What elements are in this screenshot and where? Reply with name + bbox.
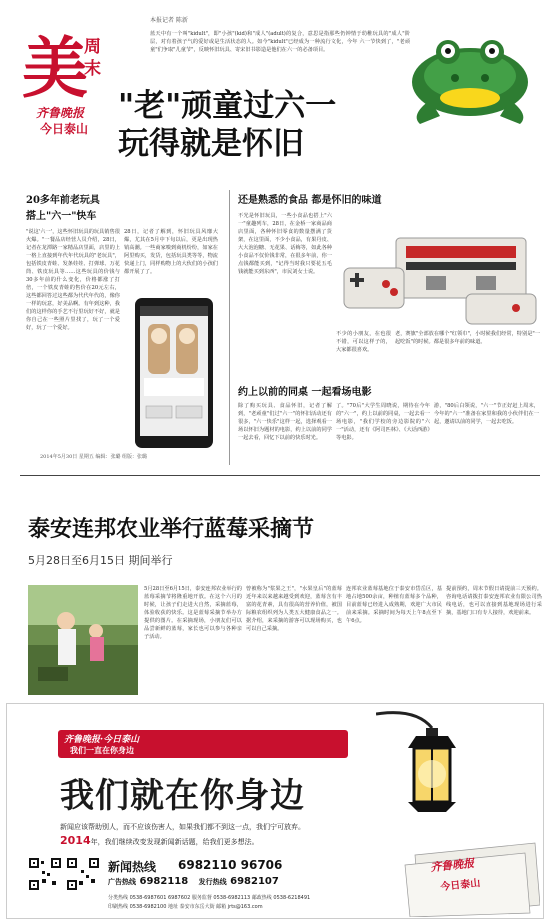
news-hotline-numbers: 6982110 96706 xyxy=(178,858,283,872)
distribution-hotline-number: 6982107 xyxy=(230,876,279,887)
ad-tagline: 新闻应该帮助别人，而不应该伤害人，如果我们都不到这一点，我们宁可放弃。 xyxy=(60,823,305,831)
ad-headline: 我们就在你身边 xyxy=(60,776,305,816)
blueberry-picking-photo xyxy=(28,585,138,695)
page-footer-caption: 2014年5月30日 星期五 编辑：张璐 组版：张璐 xyxy=(40,454,148,460)
newspaper-stack-logo: 齐鲁晚报 xyxy=(429,856,475,875)
article-column: 曾被称为"浆果之王"，"水果皇后"的蓝莓近年来以来越来越受到欢迎，蓝莓含有丰富的花青素，具有很高的营养价值，被国际粮农组织列为人类五大健康食品之一。据介绍，来采摘的游客可以现场购买，也可以自己采摘。 xyxy=(246,586,342,632)
column-divider xyxy=(229,190,230,465)
article-column: 游，"80后白领说，"六一"节正好赶上周末，今年的"六一"准备在家里和我的小伙伴们在一起，邀请以前的同学，一起去吃饭。 xyxy=(434,403,539,425)
article-column: "说这'六一'，这些怀旧玩具的玩具销售很火爆。"一餐品店经营人员介绍，28日，记者在龙潭路一家精品店里面，店里的上一格上直接到年代年代玩具的"老玩具"，包括铁皮青蛙、发条娃娃、打弹球、万花筒、铁皮玩具等……这些玩具的价钱与30多年前的什么变化，价格都涨了打倍，一个铁皮青蛙的售价在20元左右，这些都回答过这些都为代代年代的，像你一样的玩意，好美品啊。有年到这种，我们的这样你的手艺不行里玩好不好，就是你自己在一些照片里找了，玩了一个爱好，玩了一个爱好。 xyxy=(26,229,120,331)
section-divider xyxy=(20,475,540,476)
article-column: 除了购买玩具、食品怀旧，记者了解到，"老顽童"们过"六一"的怀旧活动还有很多，"六一快乐"这样一起，选择观看一场以怀旧为题材的电影，约上以前的同学一起去看，回忆下以前的快乐时光。 xyxy=(238,403,332,441)
paper-name: 齐鲁晚报 xyxy=(36,106,85,120)
ad-contact-line: 分类热线 0538-6987601 6987602 服务监督 0538-6982113 邮政热线 0538-6218491 xyxy=(108,895,311,901)
section-title-snacks: 还是熟悉的食品 都是怀旧的味道 xyxy=(238,195,382,206)
street-lamp-image xyxy=(376,708,488,833)
blueberry-headline: 泰安连邦农业举行蓝莓采摘节 xyxy=(28,517,315,542)
ad-tagline-rest: 年，我们继续改变发现新闻新话题，给我们更多想法。 xyxy=(90,838,259,846)
tin-frog-toy-image xyxy=(400,20,540,128)
weekend-label: 周末 xyxy=(84,37,101,79)
qr-code-icon xyxy=(66,857,100,891)
article-column: 提前预约，周末节假日请提前三天预约。咨询电话请拨打泰安连邦农业有限公司热线电话，也可以直接到基地现场进行采摘，基地门口有专人接待，欢迎前来。 xyxy=(446,586,542,616)
section-title-movie: 约上以前的同桌 一起看场电影 xyxy=(238,387,372,398)
newspaper-stack-edition: 今日泰山 xyxy=(439,878,481,894)
ad-banner-slogan: 我们一直在你身边 xyxy=(70,745,134,755)
article-column: 不光是怀旧玩具，一些小食品也搭上"六一"童趣列车，28日，在金桥一家商品商店里面，各种怀旧零食的数量摆满了货架，在这里面，不少小食品，有果丹皮、大大泡泡糖、无花果、话梅等，如此各种小食品不仅价钱非常，在很多年前，你一点钱都能买到，"记得当时我只要花五毛钱就能买到东西"，市民刘女士说。 xyxy=(238,213,332,275)
headline-line-1: "老"顽童过六一 xyxy=(118,88,337,124)
ad-contact-line: 印刷热线 0538-6982100 地址 泰安市东岳大街 邮箱 jrts@163.com xyxy=(108,904,263,910)
article-column: 连邦农业蓝莓基地位于泰安市岱岳区，基地占地500余亩，种植有蓝莓多个品种，目前蓝莓已经进入成熟期，欢迎广大市民前来采摘。采摘时间为每天上午8点至下午6点。 xyxy=(346,586,442,624)
ad-hotline-label: 广告热线 xyxy=(108,878,136,886)
phone-screen-toy-photo xyxy=(140,306,208,436)
news-hotline-label: 新闻热线 xyxy=(108,860,157,874)
headline-line-2: 玩得就是怀旧 xyxy=(118,126,304,162)
article-column: 老，赛旗"全部放在哪个"红领巾"，小时候我们经常，特别是"一起吃饭"的时候。都是很多年前的味道。 xyxy=(395,331,540,345)
byline: 本报记者 陈新 xyxy=(150,17,188,24)
ad-phone-row xyxy=(108,876,368,890)
lead-paragraph: 蓝天中有一个叫"kidult"，即"小孩"(kid)和"成人"(adult)的复合，意思是指那些仍钟情于幼稚玩具的"成人"阶层，对有着孩子气的爱好或是生活状态的人。如今"kidult"已经成为一种流行文化，今年 六一节快到了，"老顽童"们争取"儿童节"，反映怀旧玩具、寄宋旧书影造是他们在六一的必备项目。 xyxy=(150,31,410,53)
article-column: 不少的小朋友，在也很不错，可以这样子的，大家都很喜欢。 xyxy=(336,331,391,353)
section-subtitle-old-toys: 搭上"六一"快车 xyxy=(26,211,97,222)
qr-code-icon xyxy=(28,857,62,891)
ad-tagline-year xyxy=(60,834,400,846)
ad-hotline-number: 6982118 xyxy=(139,876,189,887)
article-column: 了。"70后"大学生周晓说，期待在今年的"六一"，约上以前的同桌，一起去看一场电影，"我们学校的旁边影院的"六一"活动，还有《阿司匹林》、《大话西游》等电影。 xyxy=(336,403,430,441)
video-game-console-image xyxy=(336,228,541,328)
article-column: 28日，记者了解到，怀旧玩具风靡大爆，尤其在5月中下旬以后，更是出现热销高潮。一些商家嗅到商机纷纷，如家在阿里购买，发货，包括玩具类等等，物流快递上门，同样购物上的大伙们的小孩们都开展了了。 xyxy=(124,229,218,275)
section-title-old-toys: 20多年前老玩具 xyxy=(26,195,100,206)
ad-banner-logo: 齐鲁晚报·今日泰山 xyxy=(64,735,140,745)
blueberry-subheadline: 5月28日至6月15日 期间举行 xyxy=(28,554,173,567)
distribution-hotline-label: 发行热线 xyxy=(198,878,227,886)
ad-year: 2014 xyxy=(60,834,91,847)
edition-name: 今日泰山 xyxy=(40,122,89,136)
paper-logo-character: 美 xyxy=(22,29,88,107)
article-column: 5月28日至6月15日，泰安连邦农业举行的蓝莓采摘节将隆重地开放。在这个六月的时候，让孩子们走进大自然，采摘蓝莓，体验收获的快乐。这是蓝莓采摘节举办方提供的图片。在采摘现场，小朋友们可以品尝新鲜的蓝莓，家长也可以参与各种亲子活动。 xyxy=(144,586,242,640)
